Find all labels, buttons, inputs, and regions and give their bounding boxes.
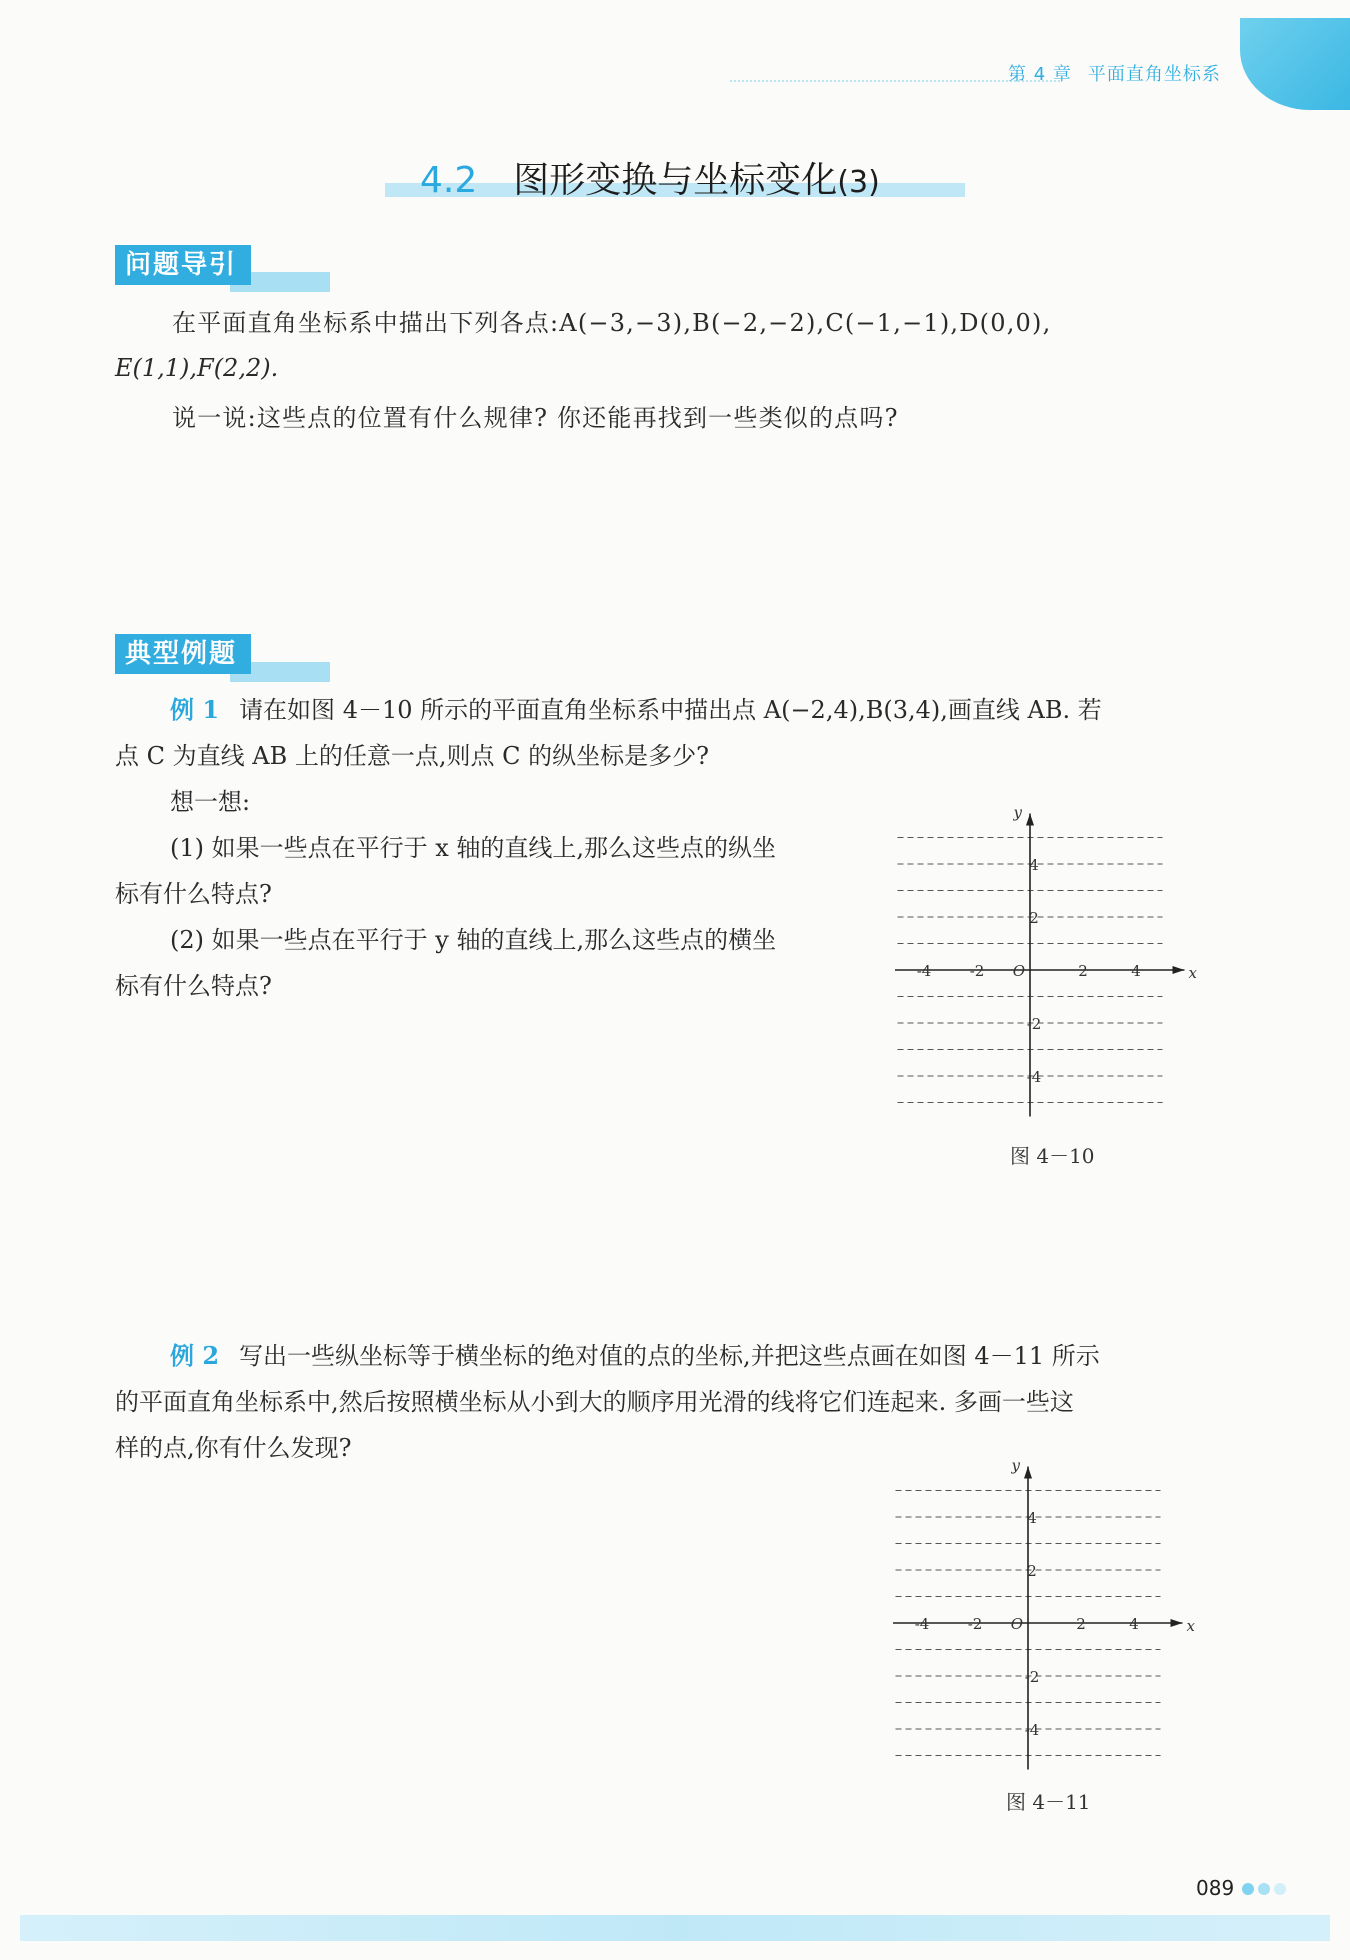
example1-q1-line2: 标有什么特点? bbox=[115, 880, 272, 908]
y-tick-label: 2 bbox=[1027, 1562, 1037, 1580]
y-axis-label: y bbox=[1011, 1456, 1020, 1475]
coordinate-grid-figure-4-11[interactable] bbox=[893, 1455, 1213, 1775]
example2-line2: 的平面直角坐标系中,然后按照横坐标从小到大的顺序用光滑的线将它们连起来. 多画一些这 bbox=[115, 1388, 1074, 1416]
problem-text-line3: 说一说:这些点的位置有什么规律? 你还能再找到一些类似的点吗? bbox=[172, 404, 899, 432]
x-tick-label: 4 bbox=[1131, 962, 1141, 980]
section-title: 图形变换与坐标变化 bbox=[513, 160, 838, 201]
x-axis-label: x bbox=[1186, 1617, 1195, 1635]
y-tick-label: 4 bbox=[1029, 856, 1039, 874]
example1-q2-line1: (2) 如果一些点在平行于 y 轴的直线上,那么这些点的横坐 bbox=[170, 926, 777, 954]
example2-line1 bbox=[170, 1338, 1100, 1374]
x-tick-label: -2 bbox=[967, 1615, 983, 1633]
x-tick-label: -2 bbox=[969, 962, 985, 980]
example1-label: 例 1 bbox=[170, 695, 220, 724]
page-dot-2 bbox=[1258, 1883, 1270, 1895]
page-dot-3 bbox=[1274, 1883, 1286, 1895]
chapter-corner-tab bbox=[1240, 18, 1350, 110]
x-tick-label: 2 bbox=[1078, 962, 1088, 980]
chapter-title: 平面直角坐标系 bbox=[1087, 64, 1221, 85]
y-tick-label: -2 bbox=[1024, 1668, 1040, 1686]
y-tick-label: 2 bbox=[1029, 909, 1039, 927]
chapter-header bbox=[1008, 60, 1221, 86]
chapter-number: 第 4 章 bbox=[1008, 64, 1072, 85]
y-tick-label: -4 bbox=[1024, 1721, 1040, 1739]
section-number: 4.2 bbox=[420, 160, 478, 201]
section-part: (3) bbox=[837, 165, 880, 200]
x-axis-arrow bbox=[1171, 1619, 1183, 1627]
y-tick-label: -2 bbox=[1026, 1015, 1042, 1033]
example2-label: 例 2 bbox=[170, 1341, 220, 1370]
figure-4-11-caption: 图 4－11 bbox=[1006, 1790, 1091, 1814]
problem-text-line2: E(1,1),F(2,2). bbox=[115, 354, 279, 382]
example1-q1-line1: (1) 如果一些点在平行于 x 轴的直线上,那么这些点的纵坐 bbox=[170, 834, 777, 862]
example2-text: 写出一些纵坐标等于横坐标的绝对值的点的坐标,并把这些点画在如图 4－11 所示 bbox=[239, 1342, 1100, 1370]
y-axis-arrow bbox=[1024, 1467, 1032, 1479]
section-label-examples: 典型例题 bbox=[115, 634, 251, 674]
example1-q2-line2: 标有什么特点? bbox=[115, 972, 272, 1000]
problem-text-line1: 在平面直角坐标系中描出下列各点:A(−3,−3),B(−2,−2),C(−1,−1),D(0,0), bbox=[172, 309, 1052, 337]
example1-think: 想一想: bbox=[170, 788, 251, 816]
page-dot-1 bbox=[1242, 1883, 1254, 1895]
x-axis-arrow bbox=[1173, 966, 1185, 974]
example1-line1 bbox=[170, 692, 1102, 728]
footer-band bbox=[20, 1915, 1330, 1941]
x-tick-label: 4 bbox=[1129, 1615, 1139, 1633]
section-label-problem-guide: 问题导引 bbox=[115, 245, 251, 285]
x-tick-label: -4 bbox=[916, 962, 932, 980]
example1-line2: 点 C 为直线 AB 上的任意一点,则点 C 的纵坐标是多少? bbox=[115, 742, 709, 770]
coordinate-grid-figure-4-10[interactable] bbox=[895, 802, 1215, 1122]
origin-label: O bbox=[1012, 962, 1025, 980]
x-axis-label: x bbox=[1188, 964, 1197, 982]
y-tick-label: -4 bbox=[1026, 1068, 1042, 1086]
y-axis-arrow bbox=[1026, 814, 1034, 826]
example2-line3: 样的点,你有什么发现? bbox=[115, 1434, 352, 1462]
x-tick-label: -4 bbox=[914, 1615, 930, 1633]
example1-text: 请在如图 4－10 所示的平面直角坐标系中描出点 A(−2,4),B(3,4),画直线 AB. 若 bbox=[239, 696, 1102, 724]
page-number: 089 bbox=[1196, 1876, 1235, 1900]
page-title bbox=[420, 152, 880, 203]
y-tick-label: 4 bbox=[1027, 1509, 1037, 1527]
origin-label: O bbox=[1010, 1615, 1023, 1633]
x-tick-label: 2 bbox=[1076, 1615, 1086, 1633]
y-axis-label: y bbox=[1013, 803, 1022, 822]
figure-4-10-caption: 图 4－10 bbox=[1010, 1144, 1095, 1168]
